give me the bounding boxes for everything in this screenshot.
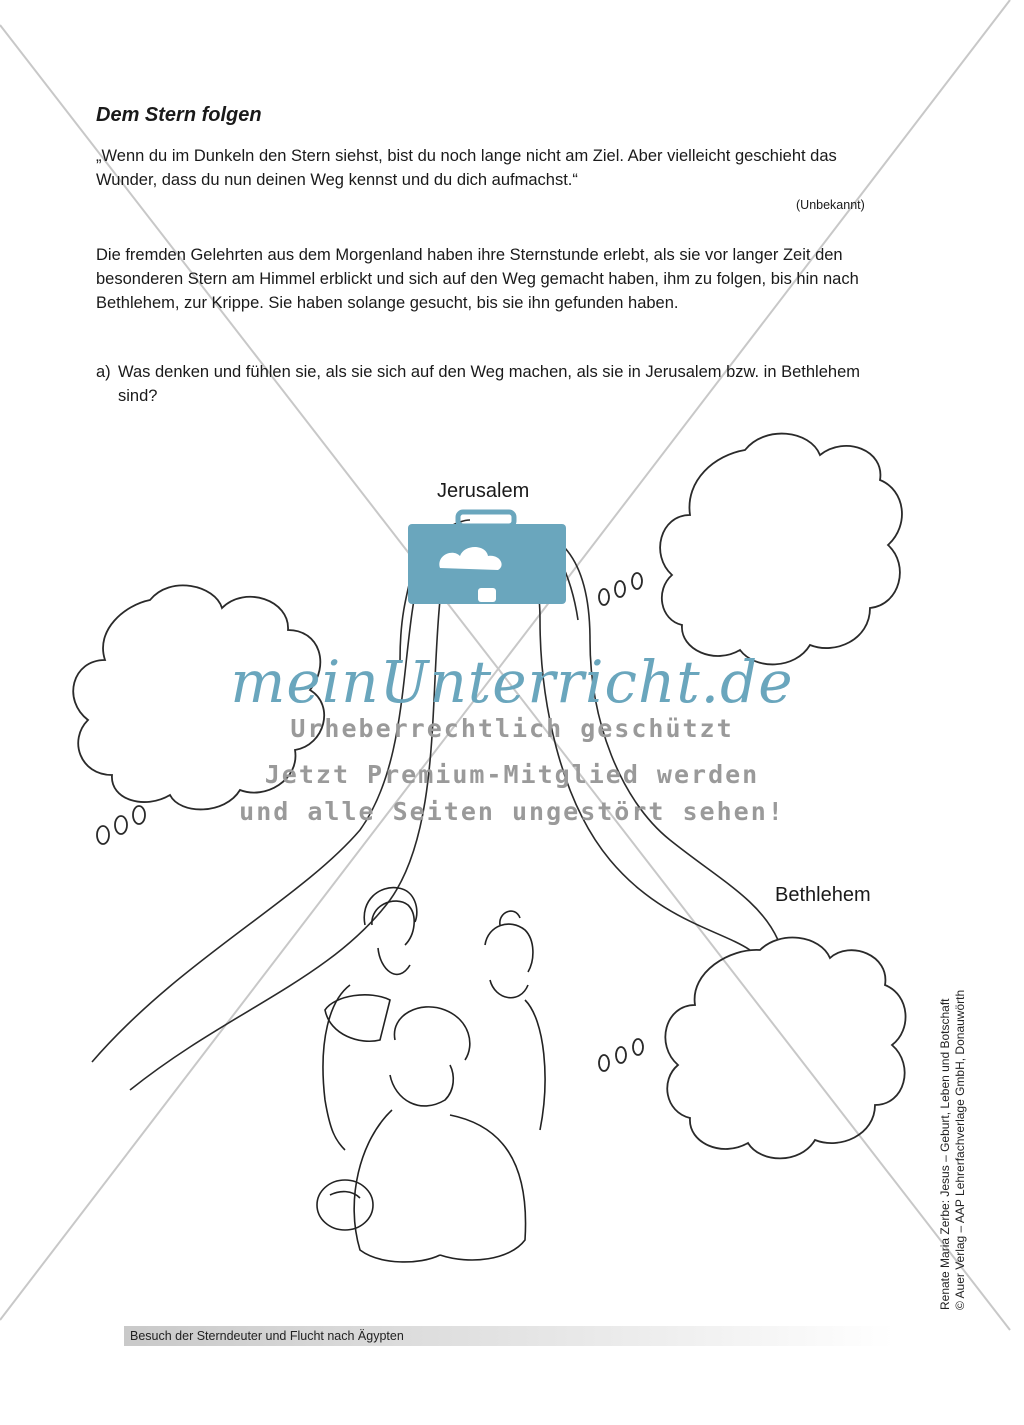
quote-source: (Unbekannt) [796, 198, 865, 212]
worksheet-title: Dem Stern folgen [96, 104, 262, 126]
copyright-line-1: Renate Maria Zerbe: Jesus – Geburt, Leben und Botschaft [938, 998, 952, 1310]
watermark-line-3: und alle Seiten ungestört sehen! [239, 797, 785, 826]
watermark-line-2: Jetzt Premium-Mitglied werden [264, 760, 760, 789]
quote-text: „Wenn du im Dunkeln den Stern siehst, bist du noch lange nicht am Ziel. Aber vielleicht geschieht das Wunder, dass du nun deinen Weg kennst und du dich aufmachst.“ [96, 147, 837, 189]
watermark-line-1: Urheberrechtlich geschützt [290, 714, 734, 743]
label-bethlehem: Bethlehem [775, 884, 871, 906]
intro-paragraph: Die fremden Gelehrten aus dem Morgenland haben ihre Sternstunde erlebt, als sie vor langer Zeit den besonderen Stern am Himmel erblickt und sich auf den Weg gemacht haben, ihm zu folgen, bis hin nach Bethlehem, zur Krippe. Sie haben solange gesucht, bis sie ihn gefunden haben. [96, 246, 859, 312]
watermark-briefcase-icon [408, 512, 566, 604]
thought-cloud-bottom-right [599, 938, 906, 1159]
footer-chapter: Besuch der Sterndeuter und Flucht nach Ägypten [130, 1329, 404, 1343]
task-letter: a) [96, 363, 111, 381]
watermark-logo: meinUnterricht.de [230, 648, 794, 716]
copyright-notice [938, 890, 968, 1310]
task-text: Was denken und fühlen sie, als sie sich auf den Weg machen, als sie in Jerusalem bzw. in Bethlehem sind? [118, 363, 860, 405]
thought-cloud-top-right [599, 434, 902, 665]
copyright-line-2: © Auer Verlag – AAP Lehrerfachverlage GmbH, Donauwörth [953, 989, 967, 1310]
label-jerusalem: Jerusalem [437, 480, 530, 502]
wise-men-illustration [317, 888, 545, 1262]
